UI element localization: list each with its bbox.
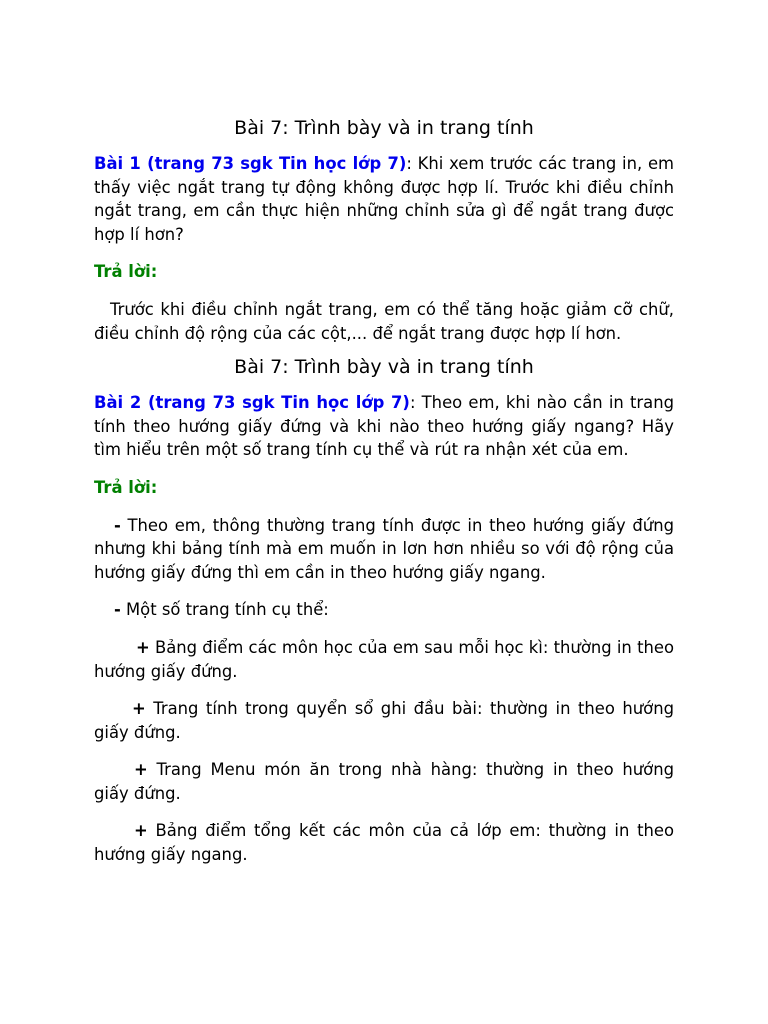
example-item-text: Bảng điểm các môn học của em sau mỗi học kì: thường in theo hướng giấy đứng. (94, 637, 674, 681)
section2-point1-text: Theo em, thông thường trang tính được in theo hướng giấy đứng nhưng khi bảng tính mà em muốn in lơn hơn nhiều so với độ rộng của hướng giấy đứng thì em cần in theo hướng giấy ngang. (94, 515, 674, 582)
dash-marker: - (114, 515, 121, 535)
example-item (94, 758, 674, 805)
section1-question (94, 152, 674, 246)
section2-point2 (94, 598, 674, 622)
example-item-text: Trang tính trong quyển sổ ghi đầu bài: thường in theo hướng giấy đứng. (94, 699, 674, 742)
section1-answer-text: Trước khi điều chỉnh ngắt trang, em có thể tăng hoặc giảm cỡ chữ, điều chỉnh độ rộng của các cột,... để ngắt trang được hợp lí hơn. (94, 299, 674, 343)
plus-marker: + (132, 699, 146, 719)
section2-point2-text: Một số trang tính cụ thể: (126, 600, 329, 620)
section2-answer-label: Trả lời: (94, 477, 158, 497)
section1-question-text: : Khi xem trước các trang in, em thấy việc ngắt trang tự động không được hợp lí. Trước khi điều chỉnh ngắt trang, em cần thực hiện những chỉnh sửa gì để ngắt trang được hợp lí hơn? (94, 154, 675, 244)
example-item-text: Bảng điểm tổng kết các môn của cả lớp em: thường in theo hướng giấy ngang. (94, 821, 674, 865)
example-item (94, 819, 674, 866)
example-item-text: Trang Menu món ăn trong nhà hàng: thường in theo hướng giấy đứng. (94, 760, 674, 803)
section2-question-text: : Theo em, khi nào cần in trang tính theo hướng giấy đứng và khi nào theo hướng giấy ngang? Hãy tìm hiểu trên một số trang tính cụ thể và rút ra nhận xét của em. (94, 393, 674, 460)
section2-title: Bài 7: Trình bày và in trang tính (234, 356, 534, 379)
section2-question-label: Bài 2 (trang 73 sgk Tin học lớp 7) (94, 393, 410, 413)
plus-marker: + (134, 821, 148, 841)
plus-marker: + (134, 760, 148, 780)
example-item (94, 697, 674, 744)
plus-marker: + (136, 637, 150, 657)
section2-point1 (94, 514, 674, 585)
section1-title: Bài 7: Trình bày và in trang tính (234, 117, 534, 139)
section2-question (94, 391, 674, 462)
section1-answer-label: Trả lời: (94, 262, 158, 282)
dash-marker: - (114, 600, 121, 620)
example-item (94, 636, 674, 683)
document-page (94, 0, 674, 867)
section1-question-label: Bài 1 (trang 73 sgk Tin học lớp 7) (94, 154, 407, 173)
